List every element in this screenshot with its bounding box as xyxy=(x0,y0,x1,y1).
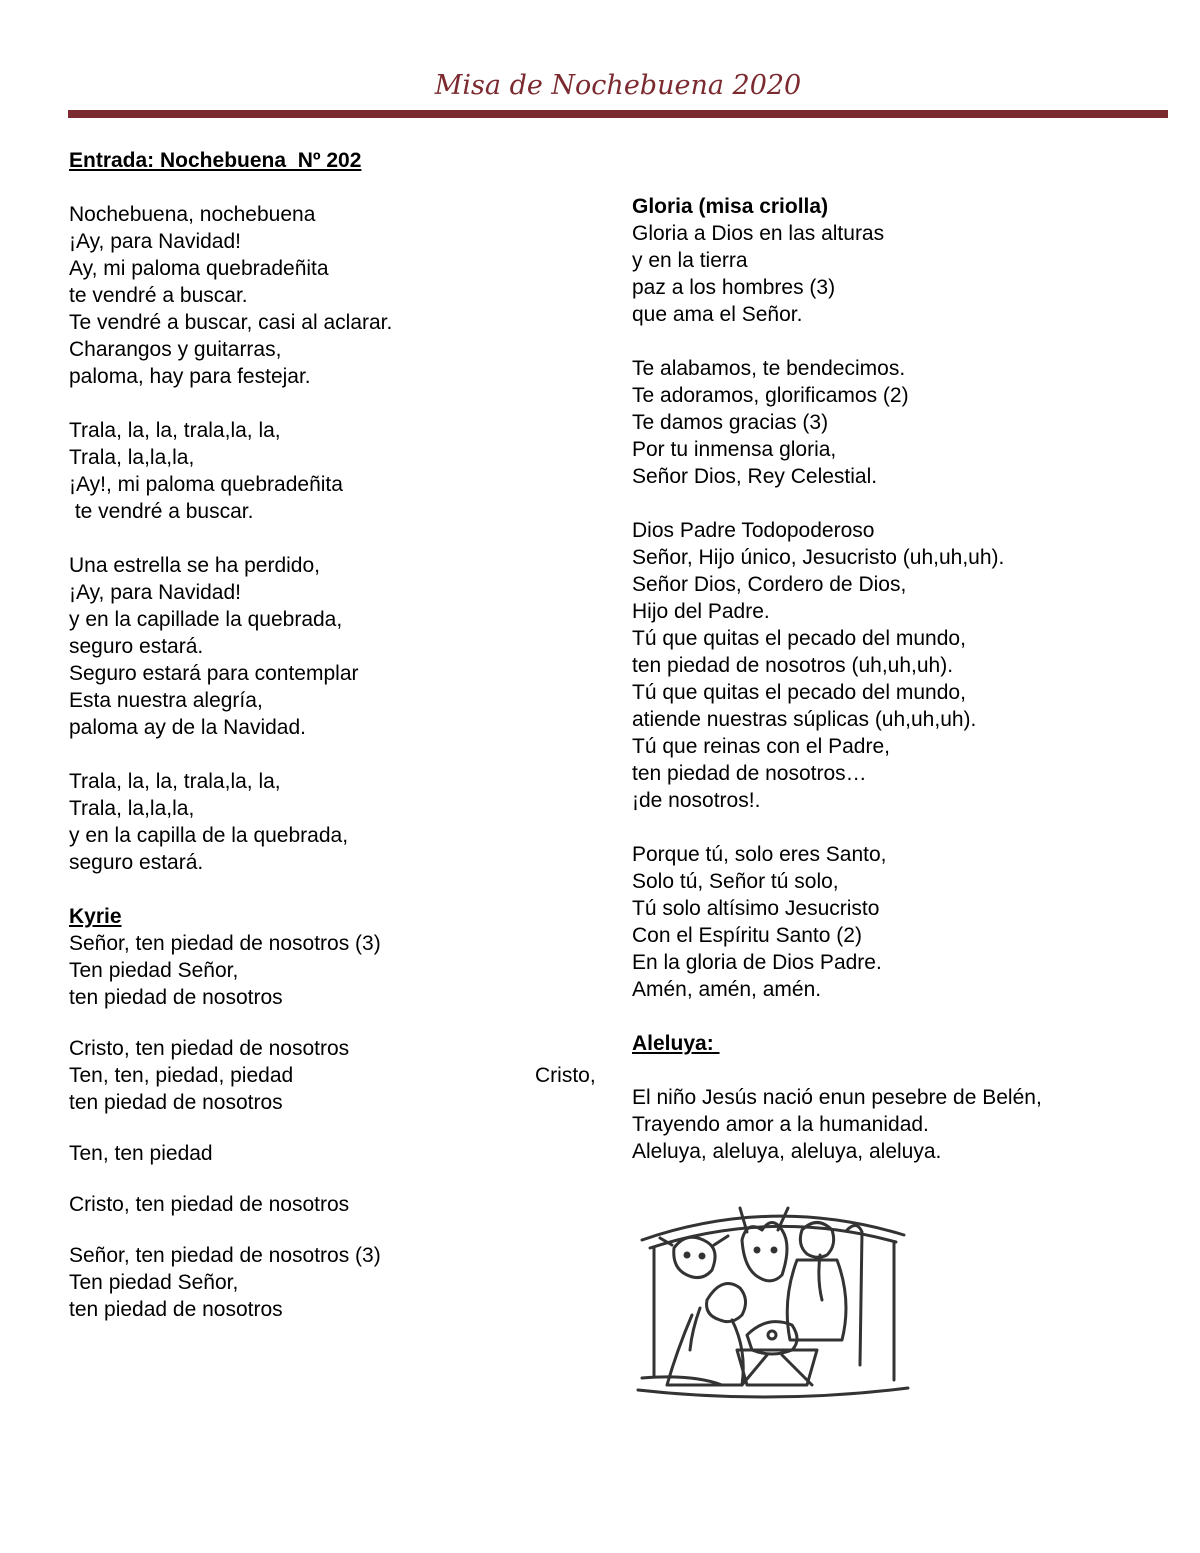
lyric-line: Ten piedad Señor, xyxy=(69,1271,239,1294)
lyric-line: Ten piedad Señor, xyxy=(69,959,239,982)
kyrie-line: Cristo, ten piedad de nosotros xyxy=(69,1193,350,1216)
lyric-line: Con el Espíritu Santo (2) xyxy=(632,924,862,947)
aleluya-stanza xyxy=(632,1084,1192,1165)
kyrie-cristo-text: Cristo, xyxy=(535,1064,596,1087)
lyric-line: Tú solo altísimo Jesucristo xyxy=(632,897,880,920)
lyric-line: seguro estará. xyxy=(69,851,204,874)
right-column xyxy=(632,193,1192,1165)
lyric-line: Nochebuena, nochebuena xyxy=(69,203,316,226)
gloria-stanza-2 xyxy=(632,355,1192,490)
lyric-line: Solo tú, Señor tú solo, xyxy=(632,870,839,893)
nativity-scene-illustration xyxy=(632,1190,914,1408)
lyric-line: Te alabamos, te bendecimos. xyxy=(632,357,906,380)
lyric-line: Dios Padre Todopoderoso xyxy=(632,519,875,542)
kyrie-stanza-1 xyxy=(69,930,609,1011)
left-column xyxy=(69,147,609,1323)
lyric-line: Esta nuestra alegría, xyxy=(69,689,263,712)
aleluya-heading: Aleluya: xyxy=(632,1032,720,1055)
lyric-line: ¡Ay, para Navidad! xyxy=(69,581,241,604)
lyric-line: y en la capilla de la quebrada, xyxy=(69,824,349,847)
lyric-line: Charangos y guitarras, xyxy=(69,338,282,361)
lyric-line: paz a los hombres (3) xyxy=(632,276,836,299)
entrada-stanza-3 xyxy=(69,552,609,741)
lyric-line: Señor, ten piedad de nosotros (3) xyxy=(69,1244,381,1267)
gloria-stanza-1 xyxy=(632,220,1192,328)
lyric-line: te vendré a buscar. xyxy=(69,284,248,307)
lyric-line: Hijo del Padre. xyxy=(632,600,770,623)
lyric-line: En la gloria de Dios Padre. xyxy=(632,951,882,974)
lyric-line: Tú que quitas el pecado del mundo, xyxy=(632,681,966,704)
lyric-line: Tú que quitas el pecado del mundo, xyxy=(632,627,966,650)
lyric-line: Señor, Hijo único, Jesucristo (uh,uh,uh). xyxy=(632,546,1005,569)
kyrie-line: Ten, ten piedad xyxy=(69,1142,213,1165)
lyric-line: Aleluya, aleluya, aleluya, aleluya. xyxy=(632,1140,942,1163)
lyric-line: te vendré a buscar. xyxy=(69,500,254,523)
lyric-line: Trala, la, la, trala,la, la, xyxy=(69,770,281,793)
lyric-line: El niño Jesús nació enun pesebre de Belén, xyxy=(632,1086,1042,1109)
lyric-line: atiende nuestras súplicas (uh,uh,uh). xyxy=(632,708,977,731)
lyric-line: Cristo, ten piedad de nosotros xyxy=(69,1037,350,1060)
entrada-stanza-1 xyxy=(69,201,609,390)
lyric-line: Señor Dios, Rey Celestial. xyxy=(632,465,878,488)
lyric-line: seguro estará. xyxy=(69,635,204,658)
lyric-line: Gloria a Dios en las alturas xyxy=(632,222,885,245)
lyric-line: Por tu inmensa gloria, xyxy=(632,438,837,461)
lyric-line: Te damos gracias (3) xyxy=(632,411,829,434)
entrada-stanza-4 xyxy=(69,768,609,876)
lyric-line: ten piedad de nosotros xyxy=(69,1298,283,1321)
lyric-line: ten piedad de nosotros (uh,uh,uh). xyxy=(632,654,954,677)
lyric-line: Amén, amén, amén. xyxy=(632,978,822,1001)
gloria-stanza-3 xyxy=(632,517,1192,814)
lyric-line: ¡de nosotros!. xyxy=(632,789,761,812)
header-divider xyxy=(68,110,1168,118)
lyric-line: Trala, la, la, trala,la, la, xyxy=(69,419,281,442)
lyric-line: Ten, ten, piedad, piedad xyxy=(69,1064,294,1087)
lyric-line: Trayendo amor a la humanidad. xyxy=(632,1113,929,1136)
lyric-line: Porque tú, solo eres Santo, xyxy=(632,843,887,866)
lyric-line: Señor Dios, Cordero de Dios, xyxy=(632,573,907,596)
lyric-line: ¡Ay!, mi paloma quebradeñita xyxy=(69,473,343,496)
lyric-line: Te adoramos, glorificamos (2) xyxy=(632,384,909,407)
lyric-line: y en la capillade la quebrada, xyxy=(69,608,343,631)
lyric-line: ten piedad de nosotros… xyxy=(632,762,867,785)
lyric-line: que ama el Señor. xyxy=(632,303,803,326)
lyric-line: Tú que reinas con el Padre, xyxy=(632,735,890,758)
kyrie-stanza-2 xyxy=(69,1035,609,1116)
kyrie-heading: Kyrie xyxy=(69,905,122,928)
lyric-line: paloma ay de la Navidad. xyxy=(69,716,306,739)
lyric-line: Trala, la,la,la, xyxy=(69,446,195,469)
lyric-line: Ay, mi paloma quebradeñita xyxy=(69,257,329,280)
gloria-stanza-4 xyxy=(632,841,1192,1003)
lyric-line: y en la tierra xyxy=(632,249,748,272)
lyric-line: Seguro estará para contemplar xyxy=(69,662,359,685)
lyric-line: Trala, la,la,la, xyxy=(69,797,195,820)
lyric-line: ¡Ay, para Navidad! xyxy=(69,230,241,253)
lyric-line: Señor, ten piedad de nosotros (3) xyxy=(69,932,381,955)
lyric-line: ten piedad de nosotros xyxy=(69,986,283,1009)
gloria-heading: Gloria (misa criolla) xyxy=(632,195,829,218)
page-title: Misa de Nochebuena 2020 xyxy=(434,70,802,101)
lyric-line: Te vendré a buscar, casi al aclarar. xyxy=(69,311,393,334)
lyric-line: Una estrella se ha perdido, xyxy=(69,554,320,577)
kyrie-stanza-5 xyxy=(69,1242,609,1323)
lyric-line: ten piedad de nosotros xyxy=(69,1091,283,1114)
entrada-heading: Entrada: Nochebuena Nº 202 xyxy=(69,149,362,172)
entrada-stanza-2 xyxy=(69,417,609,525)
lyric-line: paloma, hay para festejar. xyxy=(69,365,311,388)
